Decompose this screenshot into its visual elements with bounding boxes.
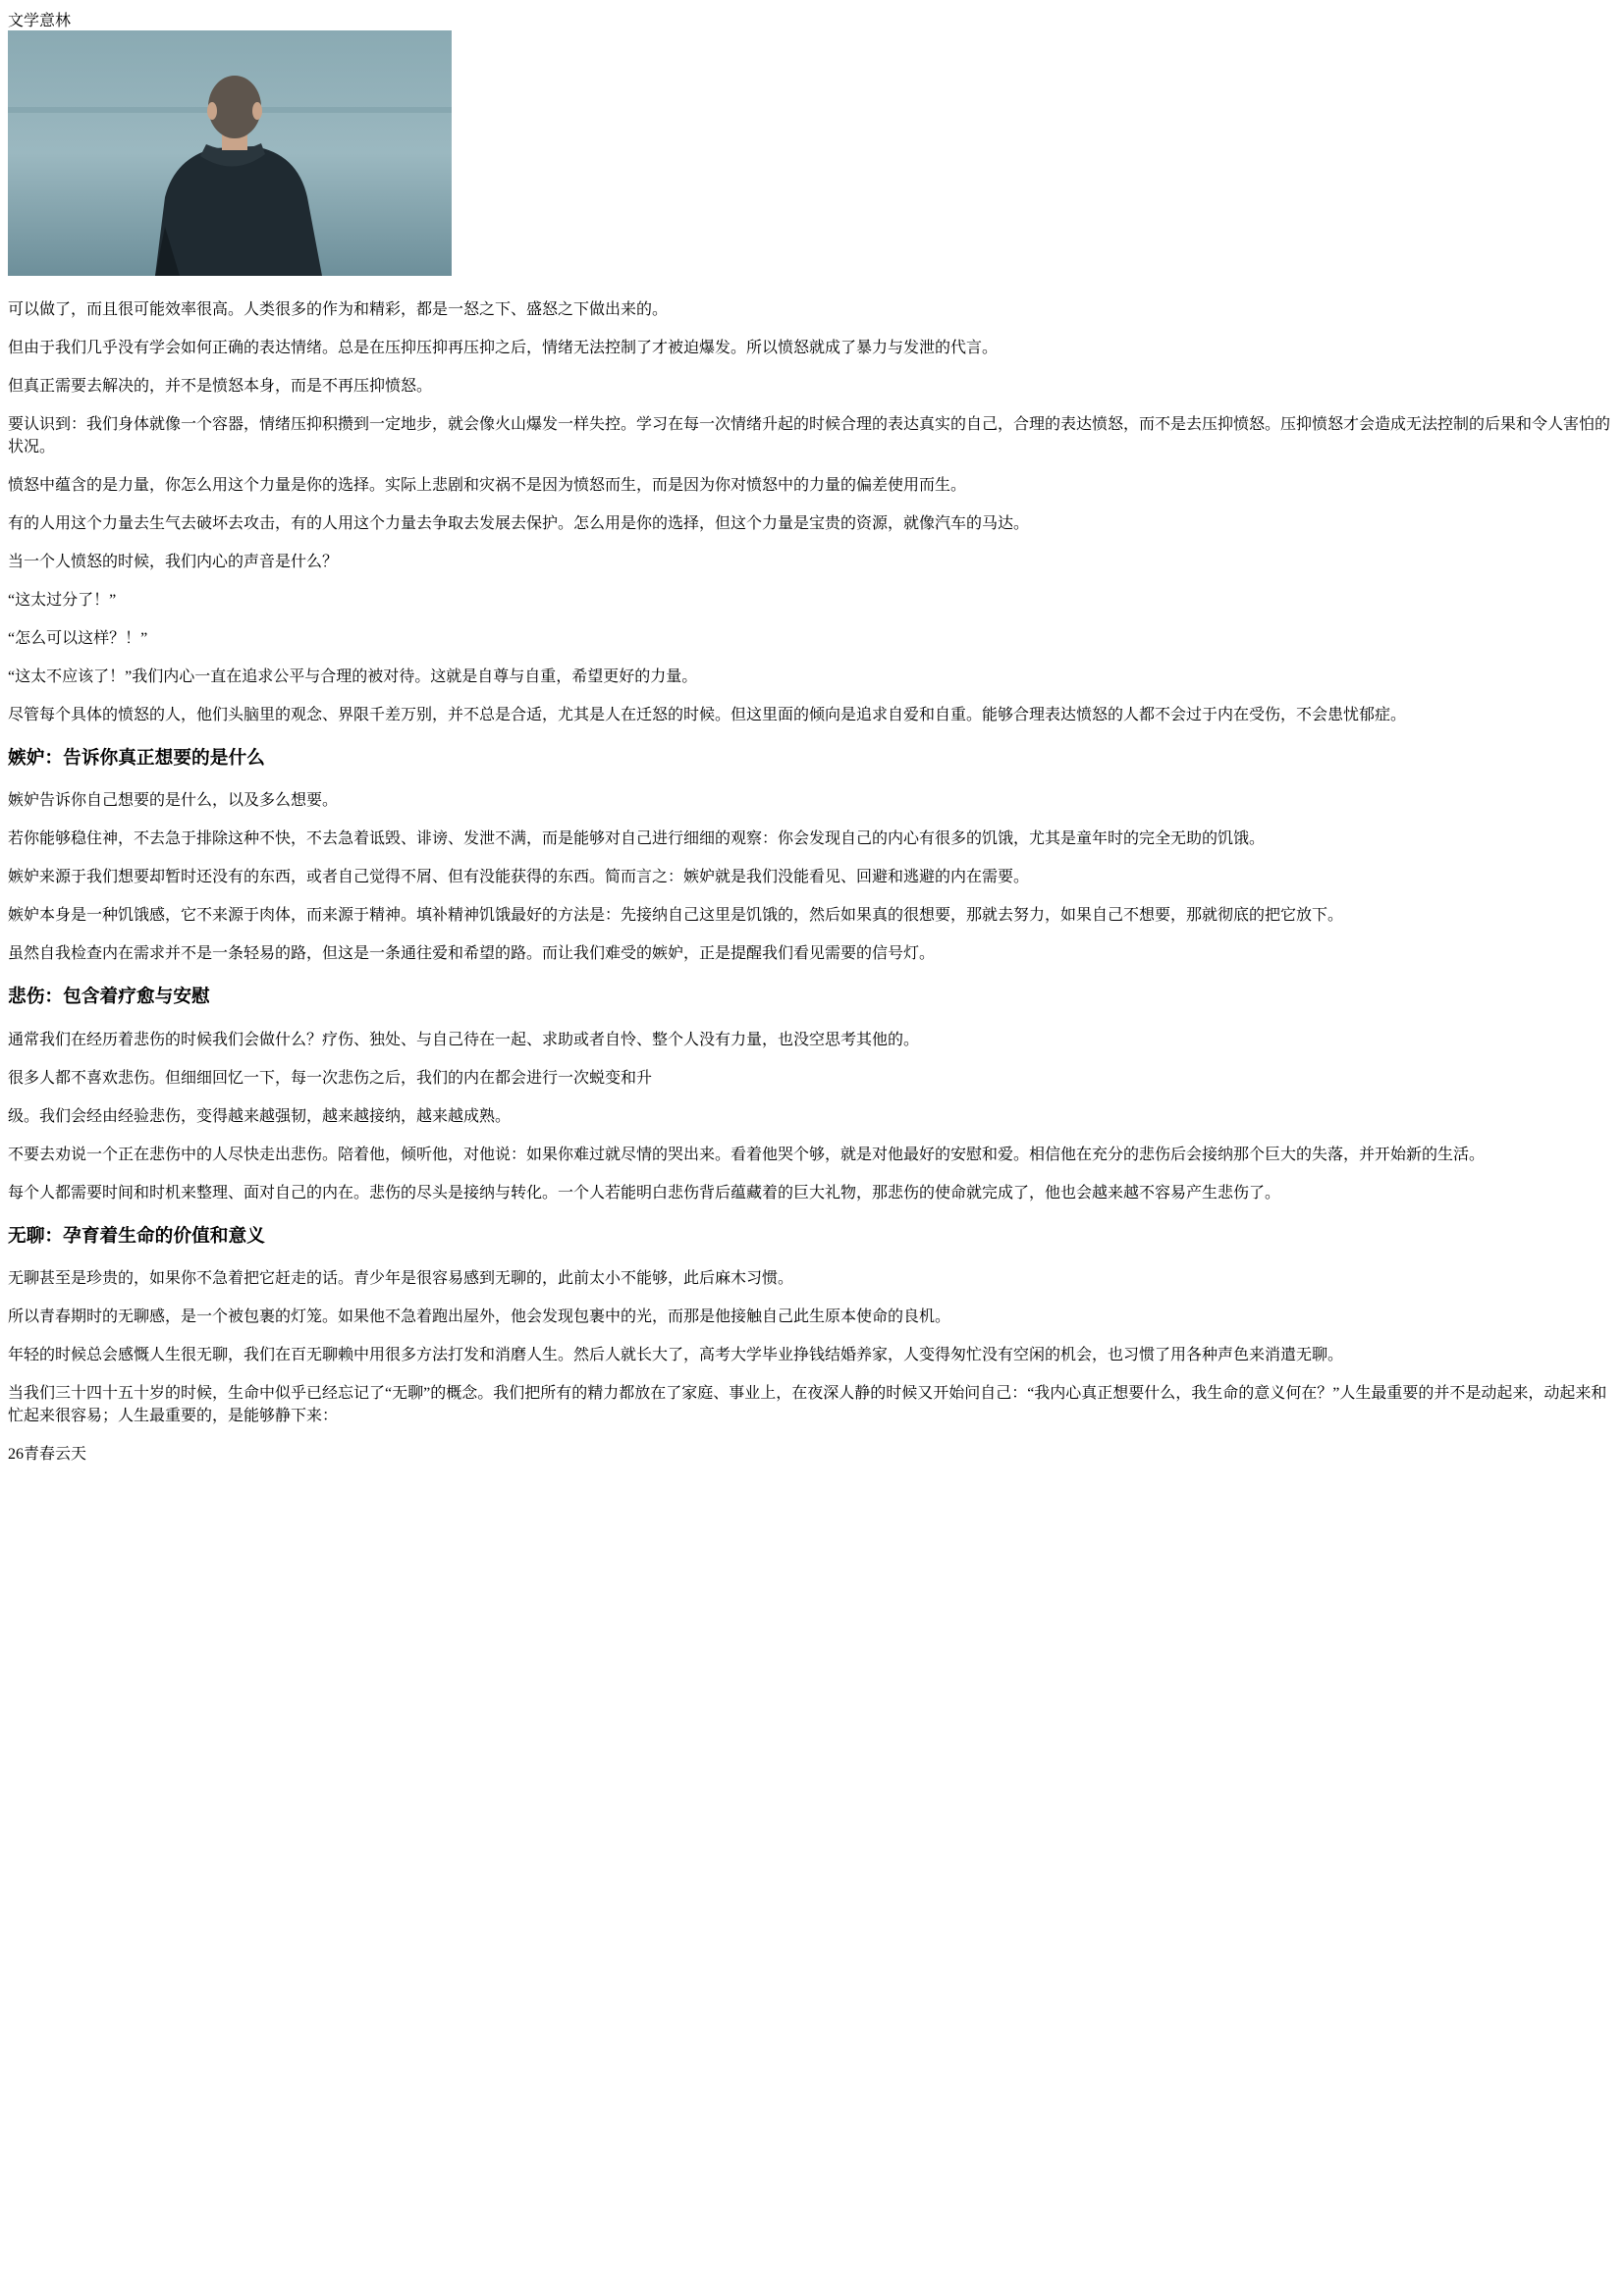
column-2 [8,702,1616,1088]
photo-illustration [8,30,452,276]
paragraph: 所以青春期时的无聊感，是一个被包裹的灯笼。如果他不急着跑出屋外，他会发现包裹中的光，而那是他接触自己此生原本使命的良机。 [8,1308,951,1326]
quote-line: “这太不应该了！”我们内心一直在追求公平与合理的被对待。这就是自尊与自重，希望更好的力量。 [8,668,698,685]
paragraph: 当我们三十四十五十岁的时候，生命中似乎已经忘记了“无聊”的概念。我们把所有的精力都放在了家庭、事业上，在夜深人静的时候又开始问自己：“我内心真正想要什么，我生命的意义何在？”人生最重要的并不是动起来，动起来和忙起来很容易；人生最重要的，是能够静下来： [8,1385,1607,1425]
subheading-jealousy: 嫉妒：告诉你真正想要的是什么 [8,747,265,769]
paragraph: 通常我们在经历着悲伤的时候我们会做什么？疗伤、独处、与自己待在一起、求助或者自怜、整个人没有力量，也没空思考其他的。 [8,1031,920,1048]
paragraph: 有的人用这个力量去生气去破坏去攻击，有的人用这个力量去争取去发展去保护。怎么用是你的选择，但这个力量是宝贵的资源，就像汽车的马达。 [8,515,1030,532]
paragraph: 嫉妒本身是一种饥饿感，它不来源于肉体，而来源于精神。填补精神饥饿最好的方法是：先接纳自己这里是饥饿的，然后如果真的很想要，那就去努力，如果自己不想要，那就彻底的把它放下。 [8,907,1344,925]
paragraph: 可以做了，而且很可能效率很高。人类很多的作为和精彩，都是一怒之下、盛怒之下做出来的。 [8,301,669,318]
page-number: 26 [8,1446,24,1464]
quote-line: “这太过分了！” [8,592,117,609]
column-1 [8,296,1616,686]
paragraph: 要认识到：我们身体就像一个容器，情绪压抑积攒到一定地步，就会像火山爆发一样失控。学习在每一次情绪升起的时候合理的表达真实的自己，合理的表达愤怒，而不是去压抑愤怒。压抑愤怒才会造成无法控制的后果和令人害怕的状况。 [8,416,1611,455]
subheading-sadness: 悲伤：包含着疗愈与安慰 [8,987,210,1008]
magazine-name: 青春云天 [24,1446,87,1464]
paragraph: 不要去劝说一个正在悲伤中的人尽快走出悲伤。陪着他，倾听他，对他说：如果你难过就尽情的哭出来。看着他哭个够，就是对他最好的安慰和爱。相信他在充分的悲伤后会接纳那个巨大的失落，并开始新的生活。 [8,1146,1486,1163]
paragraph: 若你能够稳住神，不去急于排除这种不快，不去急着诋毁、诽谤、发泄不满，而是能够对自己进行细细的观察：你会发现自己的内心有很多的饥饿，尤其是童年时的完全无助的饥饿。 [8,830,1266,848]
header-photo [8,30,1616,281]
paragraph: 很多人都不喜欢悲伤。但细细回忆一下，每一次悲伤之后，我们的内在都会进行一次蜕变和升 [8,1069,653,1087]
section-title: 文学意林 [8,13,72,29]
paragraph: 每个人都需要时间和时机来整理、面对自己的内在。悲伤的尽头是接纳与转化。一个人若能明白悲伤背后蕴藏着的巨大礼物，那悲伤的使命就完成了，他也会越来越不容易产生悲伤了。 [8,1184,1281,1201]
paragraph: 愤怒中蕴含的是力量，你怎么用这个力量是你的选择。实际上悲剧和灾祸不是因为愤怒而生，而是因为你对愤怒中的力量的偏差使用而生。 [8,477,967,494]
paragraph: 嫉妒来源于我们想要却暂时还没有的东西，或者自己觉得不屑、但有没能获得的东西。简而言之：嫉妒就是我们没能看见、回避和逃避的内在需要。 [8,869,1030,886]
paragraph: 当一个人愤怒的时候，我们内心的声音是什么？ [8,554,339,570]
paragraph: 嫉妒告诉你自己想要的是什么，以及多么想要。 [8,792,339,810]
paragraph: 虽然自我检查内在需求并不是一条轻易的路，但这是一条通往爱和希望的路。而让我们难受的嫉妒，正是提醒我们看见需要的信号灯。 [8,945,936,963]
quote-line: “怎么可以这样？！” [8,630,148,647]
paragraph: 年轻的时候总会感慨人生很无聊，我们在百无聊赖中用很多方法打发和消磨人生。然后人就长大了，高考大学毕业挣钱结婚养家，人变得匆忙没有空闲的机会，也习惯了用各种声色来消遣无聊。 [8,1347,1344,1364]
page-footer [8,1441,1616,1464]
paragraph: 但真正需要去解决的，并不是愤怒本身，而是不再压抑愤怒。 [8,378,433,395]
magazine-page [8,8,1616,1464]
paragraph: 但由于我们几乎没有学会如何正确的表达情绪。总是在压抑压抑再压抑之后，情绪无法控制了才被迫爆发。所以愤怒就成了暴力与发泄的代言。 [8,340,999,356]
subheading-boredom: 无聊：孕育着生命的价值和意义 [8,1225,265,1247]
paragraph: 尽管每个具体的愤怒的人，他们头脑里的观念、界限千差万别，并不总是合适，尤其是人在迁怒的时候。但这里面的倾向是追求自爱和自重。能够合理表达愤怒的人都不会过于内在受伤，不会患忧郁症。 [8,707,1407,723]
paragraph: 级。我们会经由经验悲伤，变得越来越强韧，越来越接纳，越来越成熟。 [8,1107,512,1125]
paragraph: 无聊甚至是珍贵的，如果你不急着把它赶走的话。青少年是很容易感到无聊的，此前太小不能够，此后麻木习惯。 [8,1270,794,1288]
column-3 [8,1103,1616,1425]
